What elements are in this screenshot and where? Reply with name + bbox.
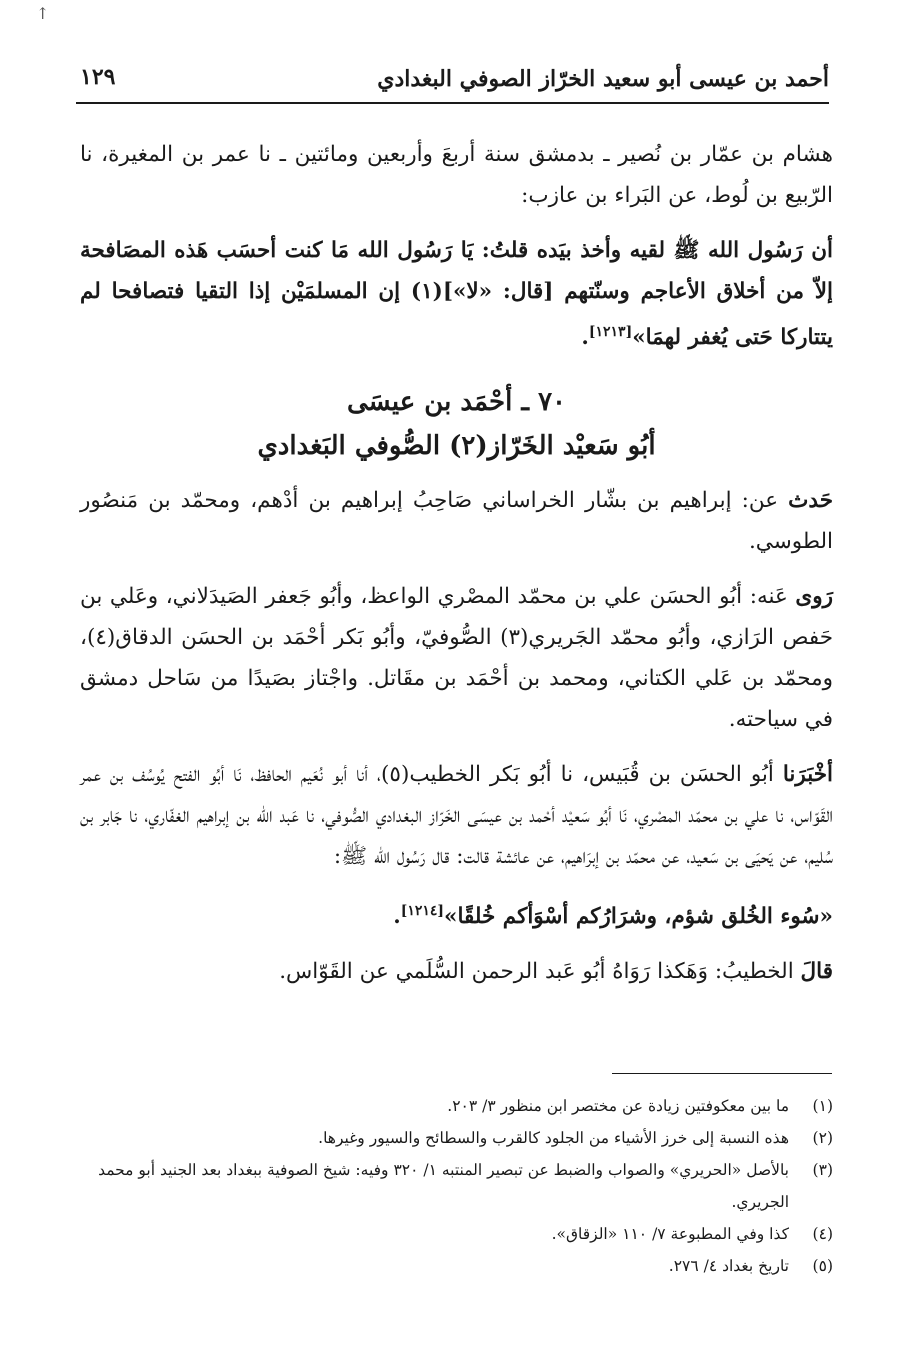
qala-label: قالَ xyxy=(800,959,833,984)
page-header xyxy=(76,62,829,104)
footnote-number: (٤) xyxy=(812,1225,833,1243)
footnote-item xyxy=(80,1218,833,1250)
hadith-2-paragraph xyxy=(80,891,833,937)
page-number: ١٢٩ xyxy=(80,64,116,90)
footnote-text: كذا وفي المطبوعة ٧/ ١١٠ «الزقاق». xyxy=(551,1225,789,1243)
hadith-2-reference: [١٢١٤] xyxy=(400,903,445,919)
footnotes-list xyxy=(80,1090,833,1282)
running-title: أحمد بن عيسى أبو سعيد الخرّاز الصوفي البغدادي xyxy=(377,66,829,92)
rawa-text: عَنه: أبُو الحسَن علي بن محمّد المصْري الواعظ، وأبُو جَعفر الصَيدَلاني، وعَلي بن حَفص الرَازي، وأبُو محمّد الجَريري(٣) الصُّوفيّ، وأبُو بَكر أحْمَد بن الحسَن الدقاق(٤)، ومحمّد بن عَلي الكتاني، ومحمد بن أحْمَد بن مقَاتل. واجْتاز بصَيدًا من سَاحل دمشق في سياحته. xyxy=(80,584,833,732)
hadatha-paragraph xyxy=(80,480,833,562)
footnote-number: (٢) xyxy=(812,1129,833,1147)
footnote-number: (٣) xyxy=(812,1161,833,1179)
footnote-item xyxy=(80,1154,833,1218)
hadith-reference: [١٢١٣] xyxy=(588,324,633,340)
entry-heading-line-2: أبُو سَعيْد الخَرّاز(٢) الصُّوفي البَغدادي xyxy=(257,431,656,461)
hadatha-text: عن: إبراهيم بن بشّار الخراساني صَاحِبُ إبراهيم بن أدْهم، ومحمّد بن مَنصُور الطوسي. xyxy=(80,488,833,554)
footnote-item xyxy=(80,1250,833,1282)
hadith-2-end-mark: . xyxy=(393,904,401,929)
footnote-item xyxy=(80,1122,833,1154)
qala-text: الخطيبُ: وَهَكذا رَوَاهُ أبُو عَبد الرحمن السُّلَمي عن القَوّاس. xyxy=(279,959,794,984)
footnote-text: ما بين معكوفتين زيادة عن مختصر ابن منظور ٣/ ٢٠٣. xyxy=(447,1097,789,1115)
hadith-2-text: «سُوء الخُلق شؤم، وشرَارُكم أسْوَأكم خُلقًا» xyxy=(444,904,833,929)
entry-heading-line-1: ٧٠ ـ أحْمَد بن عيسَى xyxy=(347,387,566,417)
body-text xyxy=(80,134,833,1006)
footnote-text: هذه النسبة إلى خرز الأشياء من الجلود كالقرب والسطائح والسيور وغيرها. xyxy=(318,1129,789,1147)
isnad-text: هشام بن عمّار بن نُصير ـ بدمشق سنة أربعَ وأربعين ومائتين ـ نا عمر بن المغيرة، نا الرّبيع بن لُوط، عن البَراء بن عازب: xyxy=(80,142,833,208)
footnote-number: (١) xyxy=(812,1097,833,1115)
hadatha-label: حَدث xyxy=(788,488,833,513)
corner-mark: ↑ xyxy=(36,4,50,23)
akhbarana-paragraph xyxy=(80,754,833,877)
hadith-paragraph xyxy=(80,230,833,358)
isnad-paragraph xyxy=(80,134,833,216)
akhbarana-text: أبُو الحسَن بن قُبَيس، نا أبُو بَكر الخطيب(٥)، أنا أبو نُعَيم الحافظ، نَا أبُو الفتح يُوسُف بن عمر القَوّاس، نا علي بن محمّد المصْري، نَا أبُو سَعيْد أحْمد بن عيسَى الخَرّاز البغدادي الصُّوفي، نا عَبد اللّه بن إبراهيم الغفّاري، نا جَابر بن سُليم، عن يَحيَى بن سَعيد، عن محمّد بن إبرَاهيم، عن عائشة قالت: قال رَسُول الله ﷺ: xyxy=(80,762,833,869)
rawa-paragraph xyxy=(80,576,833,740)
entry-heading xyxy=(80,380,833,468)
footnote-text: تاريخ بغداد ٤/ ٢٧٦. xyxy=(668,1257,789,1275)
qala-paragraph xyxy=(80,951,833,992)
hadith-end-mark: . xyxy=(581,325,589,350)
footnote-item xyxy=(80,1090,833,1122)
rawa-label: رَوى xyxy=(795,584,833,609)
footnote-text: بالأصل «الحريري» والصواب والضبط عن تبصير المنتبه ١/ ٣٢٠ وفيه: شيخ الصوفية ببغداد بعد الجنيد أبو محمد الجريري. xyxy=(98,1161,789,1211)
akhbarana-label: أخْبَرَنا xyxy=(782,762,833,787)
hadith-text: أن رَسُول الله ﷺ لقيه وأخذ بيَده قلتُ: يَا رَسُول الله مَا كنت أحسَب هَذه المصَافحة إلاّ من أخلاق الأعاجم وسنّتهم [قال: «لا»](١) إن المسلمَيْن إذا التقيا فتصافحا لم يتتاركا حَتى يُغفر لهمَا» xyxy=(80,238,834,350)
footnote-divider xyxy=(612,1073,832,1074)
footnote-number: (٥) xyxy=(812,1257,833,1275)
